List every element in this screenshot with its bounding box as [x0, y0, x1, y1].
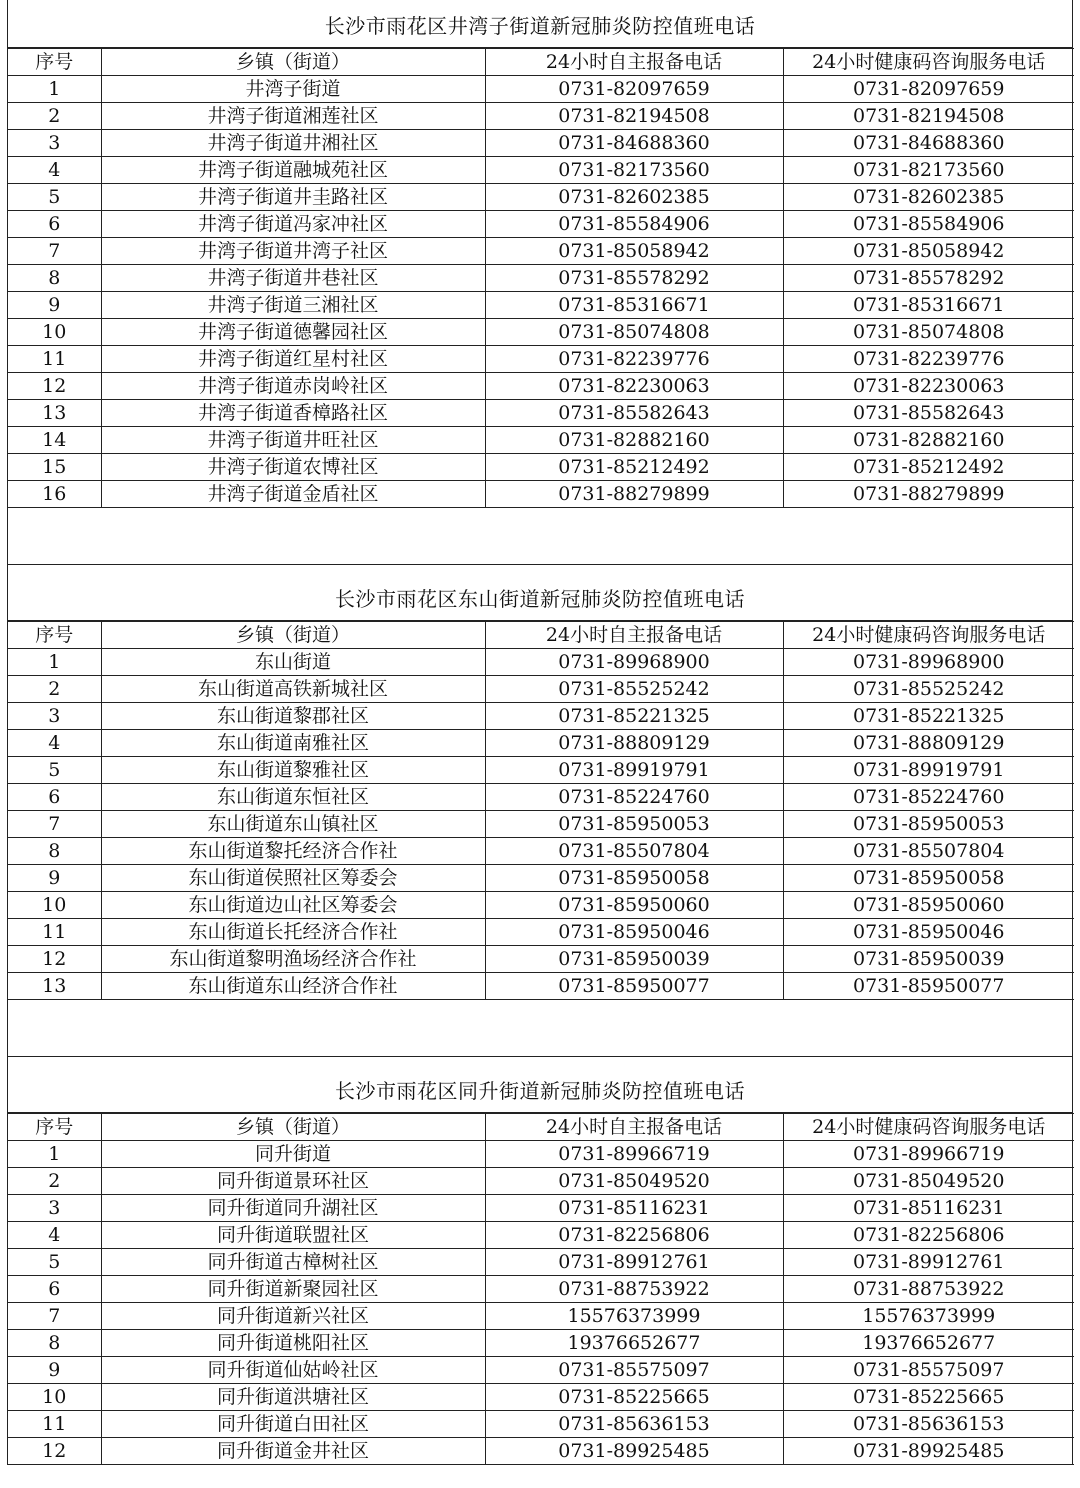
row-report-phone: 0731-89912761 — [485, 1249, 783, 1276]
table-row — [8, 919, 1074, 946]
table-header-row — [8, 49, 1074, 76]
row-health-phone: 0731-82239776 — [783, 346, 1074, 373]
table-row — [8, 973, 1074, 1000]
row-health-phone: 0731-88809129 — [783, 730, 1074, 757]
row-serial-number: 13 — [8, 973, 101, 1000]
row-health-phone: 19376652677 — [783, 1330, 1074, 1357]
row-health-phone: 0731-88279899 — [783, 481, 1074, 508]
row-serial-number: 16 — [8, 481, 101, 508]
row-report-phone: 0731-85525242 — [485, 676, 783, 703]
table-row — [8, 319, 1074, 346]
row-serial-number: 8 — [8, 838, 101, 865]
row-health-phone: 0731-82602385 — [783, 184, 1074, 211]
row-serial-number: 2 — [8, 103, 101, 130]
row-health-phone: 0731-82230063 — [783, 373, 1074, 400]
row-serial-number: 2 — [8, 676, 101, 703]
row-health-phone: 0731-85116231 — [783, 1195, 1074, 1222]
row-serial-number: 12 — [8, 1438, 101, 1465]
row-report-phone: 0731-85950060 — [485, 892, 783, 919]
row-serial-number: 2 — [8, 1168, 101, 1195]
table-row — [8, 184, 1074, 211]
row-serial-number: 7 — [8, 811, 101, 838]
row-health-phone: 0731-85224760 — [783, 784, 1074, 811]
row-health-phone: 0731-85058942 — [783, 238, 1074, 265]
table-row — [8, 892, 1074, 919]
row-health-phone: 0731-82194508 — [783, 103, 1074, 130]
row-health-phone: 0731-85582643 — [783, 400, 1074, 427]
table-row — [8, 103, 1074, 130]
row-serial-number: 7 — [8, 238, 101, 265]
table-row — [8, 784, 1074, 811]
section-title: 长沙市雨花区同升街道新冠肺炎防控值班电话 — [8, 1057, 1072, 1113]
phone-table — [8, 1113, 1074, 1465]
row-street-name: 同升街道新聚园社区 — [101, 1276, 485, 1303]
row-report-phone: 0731-85578292 — [485, 265, 783, 292]
row-serial-number: 11 — [8, 919, 101, 946]
row-serial-number: 3 — [8, 130, 101, 157]
table-row — [8, 427, 1074, 454]
row-report-phone: 0731-85950058 — [485, 865, 783, 892]
row-street-name: 井湾子街道德馨园社区 — [101, 319, 485, 346]
table-row — [8, 346, 1074, 373]
table-row — [8, 292, 1074, 319]
row-serial-number: 8 — [8, 1330, 101, 1357]
row-serial-number: 9 — [8, 1357, 101, 1384]
row-report-phone: 0731-85116231 — [485, 1195, 783, 1222]
table-row — [8, 649, 1074, 676]
row-street-name: 井湾子街道井湘社区 — [101, 130, 485, 157]
row-report-phone: 0731-89919791 — [485, 757, 783, 784]
row-report-phone: 0731-82239776 — [485, 346, 783, 373]
header-street: 乡镇（街道） — [101, 49, 485, 76]
table-row — [8, 730, 1074, 757]
row-serial-number: 5 — [8, 757, 101, 784]
table-row — [8, 1303, 1074, 1330]
row-street-name: 井湾子街道赤岗岭社区 — [101, 373, 485, 400]
row-health-phone: 0731-85950053 — [783, 811, 1074, 838]
row-serial-number: 11 — [8, 346, 101, 373]
directory-section — [7, 0, 1073, 508]
row-street-name: 东山街道高铁新城社区 — [101, 676, 485, 703]
row-report-phone: 0731-89966719 — [485, 1141, 783, 1168]
row-report-phone: 0731-82194508 — [485, 103, 783, 130]
row-report-phone: 0731-85074808 — [485, 319, 783, 346]
row-serial-number: 5 — [8, 1249, 101, 1276]
row-serial-number: 11 — [8, 1411, 101, 1438]
row-street-name: 同升街道联盟社区 — [101, 1222, 485, 1249]
table-row — [8, 1222, 1074, 1249]
row-serial-number: 13 — [8, 400, 101, 427]
row-health-phone: 0731-85316671 — [783, 292, 1074, 319]
row-serial-number: 4 — [8, 1222, 101, 1249]
row-health-phone: 0731-85950046 — [783, 919, 1074, 946]
table-row — [8, 76, 1074, 103]
table-row — [8, 1195, 1074, 1222]
table-row — [8, 865, 1074, 892]
phone-table — [8, 48, 1074, 508]
row-street-name: 井湾子街道红星村社区 — [101, 346, 485, 373]
row-health-phone: 0731-89912761 — [783, 1249, 1074, 1276]
header-street: 乡镇（街道） — [101, 1114, 485, 1141]
row-street-name: 井湾子街道香樟路社区 — [101, 400, 485, 427]
row-health-phone: 0731-84688360 — [783, 130, 1074, 157]
section-title: 长沙市雨花区东山街道新冠肺炎防控值班电话 — [8, 565, 1072, 621]
row-serial-number: 1 — [8, 76, 101, 103]
section-title: 长沙市雨花区井湾子街道新冠肺炎防控值班电话 — [8, 0, 1072, 48]
header-serial-number: 序号 — [8, 49, 101, 76]
row-report-phone: 0731-85584906 — [485, 211, 783, 238]
row-report-phone: 0731-85225665 — [485, 1384, 783, 1411]
row-report-phone: 0731-85507804 — [485, 838, 783, 865]
table-row — [8, 1384, 1074, 1411]
row-health-phone: 0731-85950058 — [783, 865, 1074, 892]
row-report-phone: 0731-85049520 — [485, 1168, 783, 1195]
row-report-phone: 0731-85636153 — [485, 1411, 783, 1438]
row-serial-number: 5 — [8, 184, 101, 211]
table-row — [8, 130, 1074, 157]
header-report-phone: 24小时自主报备电话 — [485, 622, 783, 649]
row-serial-number: 3 — [8, 703, 101, 730]
row-health-phone: 0731-89925485 — [783, 1438, 1074, 1465]
table-row — [8, 1411, 1074, 1438]
table-row — [8, 1330, 1074, 1357]
table-row — [8, 1168, 1074, 1195]
row-street-name: 东山街道南雅社区 — [101, 730, 485, 757]
row-street-name: 东山街道长托经济合作社 — [101, 919, 485, 946]
table-row — [8, 1438, 1074, 1465]
section-gap — [7, 508, 1073, 565]
row-serial-number: 10 — [8, 1384, 101, 1411]
row-health-phone: 0731-85575097 — [783, 1357, 1074, 1384]
row-report-phone: 0731-88809129 — [485, 730, 783, 757]
table-row — [8, 265, 1074, 292]
table-row — [8, 1357, 1074, 1384]
row-street-name: 同升街道同升湖社区 — [101, 1195, 485, 1222]
row-report-phone: 0731-82602385 — [485, 184, 783, 211]
row-health-phone: 0731-85049520 — [783, 1168, 1074, 1195]
row-street-name: 井湾子街道井湾子社区 — [101, 238, 485, 265]
row-street-name: 井湾子街道井圭路社区 — [101, 184, 485, 211]
row-health-phone: 0731-89968900 — [783, 649, 1074, 676]
row-health-phone: 0731-82173560 — [783, 157, 1074, 184]
row-health-phone: 0731-82882160 — [783, 427, 1074, 454]
row-serial-number: 6 — [8, 1276, 101, 1303]
directory-section — [7, 565, 1073, 1000]
table-row — [8, 676, 1074, 703]
row-street-name: 井湾子街道井巷社区 — [101, 265, 485, 292]
row-street-name: 井湾子街道湘莲社区 — [101, 103, 485, 130]
row-health-phone: 0731-85074808 — [783, 319, 1074, 346]
row-health-phone: 0731-85578292 — [783, 265, 1074, 292]
row-street-name: 同升街道桃阳社区 — [101, 1330, 485, 1357]
row-street-name: 东山街道 — [101, 649, 485, 676]
row-report-phone: 0731-82882160 — [485, 427, 783, 454]
row-serial-number: 3 — [8, 1195, 101, 1222]
row-street-name: 东山街道黎托经济合作社 — [101, 838, 485, 865]
row-street-name: 同升街道洪塘社区 — [101, 1384, 485, 1411]
row-street-name: 东山街道黎雅社区 — [101, 757, 485, 784]
row-health-phone: 0731-85212492 — [783, 454, 1074, 481]
row-report-phone: 0731-85212492 — [485, 454, 783, 481]
header-serial-number: 序号 — [8, 622, 101, 649]
row-street-name: 东山街道黎郡社区 — [101, 703, 485, 730]
row-street-name: 井湾子街道 — [101, 76, 485, 103]
row-street-name: 同升街道 — [101, 1141, 485, 1168]
row-serial-number: 4 — [8, 730, 101, 757]
row-report-phone: 0731-82097659 — [485, 76, 783, 103]
row-serial-number: 9 — [8, 865, 101, 892]
row-street-name: 东山街道东山经济合作社 — [101, 973, 485, 1000]
table-row — [8, 481, 1074, 508]
row-street-name: 东山街道边山社区筹委会 — [101, 892, 485, 919]
row-serial-number: 15 — [8, 454, 101, 481]
row-serial-number: 6 — [8, 211, 101, 238]
row-serial-number: 6 — [8, 784, 101, 811]
row-health-phone: 0731-85636153 — [783, 1411, 1074, 1438]
row-report-phone: 0731-88279899 — [485, 481, 783, 508]
header-report-phone: 24小时自主报备电话 — [485, 1114, 783, 1141]
table-row — [8, 757, 1074, 784]
table-row — [8, 400, 1074, 427]
row-report-phone: 0731-85316671 — [485, 292, 783, 319]
table-row — [8, 1141, 1074, 1168]
row-street-name: 井湾子街道融城苑社区 — [101, 157, 485, 184]
row-report-phone: 0731-82173560 — [485, 157, 783, 184]
row-report-phone: 0731-89925485 — [485, 1438, 783, 1465]
row-report-phone: 0731-82256806 — [485, 1222, 783, 1249]
table-row — [8, 811, 1074, 838]
table-row — [8, 1249, 1074, 1276]
row-serial-number: 10 — [8, 319, 101, 346]
row-street-name: 井湾子街道三湘社区 — [101, 292, 485, 319]
row-serial-number: 8 — [8, 265, 101, 292]
row-serial-number: 12 — [8, 946, 101, 973]
table-header-row — [8, 1114, 1074, 1141]
table-row — [8, 454, 1074, 481]
table-row — [8, 238, 1074, 265]
row-health-phone: 0731-85950060 — [783, 892, 1074, 919]
row-street-name: 井湾子街道金盾社区 — [101, 481, 485, 508]
row-health-phone: 0731-88753922 — [783, 1276, 1074, 1303]
header-health-phone: 24小时健康码咨询服务电话 — [783, 622, 1074, 649]
row-report-phone: 0731-82230063 — [485, 373, 783, 400]
row-street-name: 东山街道黎明渔场经济合作社 — [101, 946, 485, 973]
row-serial-number: 9 — [8, 292, 101, 319]
row-serial-number: 1 — [8, 1141, 101, 1168]
directory-section — [7, 1057, 1073, 1465]
row-report-phone: 15576373999 — [485, 1303, 783, 1330]
row-report-phone: 0731-89968900 — [485, 649, 783, 676]
row-street-name: 东山街道侯照社区筹委会 — [101, 865, 485, 892]
row-health-phone: 0731-89966719 — [783, 1141, 1074, 1168]
row-health-phone: 0731-82256806 — [783, 1222, 1074, 1249]
table-row — [8, 838, 1074, 865]
row-report-phone: 0731-85582643 — [485, 400, 783, 427]
row-street-name: 井湾子街道冯家冲社区 — [101, 211, 485, 238]
row-street-name: 东山街道东山镇社区 — [101, 811, 485, 838]
row-report-phone: 0731-85950039 — [485, 946, 783, 973]
row-street-name: 井湾子街道农博社区 — [101, 454, 485, 481]
row-serial-number: 10 — [8, 892, 101, 919]
row-health-phone: 0731-85225665 — [783, 1384, 1074, 1411]
row-street-name: 同升街道景环社区 — [101, 1168, 485, 1195]
row-street-name: 东山街道东恒社区 — [101, 784, 485, 811]
table-row — [8, 373, 1074, 400]
header-health-phone: 24小时健康码咨询服务电话 — [783, 1114, 1074, 1141]
header-report-phone: 24小时自主报备电话 — [485, 49, 783, 76]
phone-directory-sheet — [7, 0, 1073, 1465]
row-health-phone: 0731-82097659 — [783, 76, 1074, 103]
row-report-phone: 0731-85221325 — [485, 703, 783, 730]
row-health-phone: 0731-85525242 — [783, 676, 1074, 703]
row-report-phone: 0731-85950046 — [485, 919, 783, 946]
table-row — [8, 703, 1074, 730]
row-report-phone: 0731-85224760 — [485, 784, 783, 811]
table-row — [8, 157, 1074, 184]
row-street-name: 同升街道仙姑岭社区 — [101, 1357, 485, 1384]
row-health-phone: 0731-85221325 — [783, 703, 1074, 730]
row-health-phone: 0731-85584906 — [783, 211, 1074, 238]
row-report-phone: 0731-85950077 — [485, 973, 783, 1000]
row-serial-number: 4 — [8, 157, 101, 184]
row-report-phone: 0731-84688360 — [485, 130, 783, 157]
row-serial-number: 1 — [8, 649, 101, 676]
section-gap — [7, 1000, 1073, 1057]
row-report-phone: 0731-85058942 — [485, 238, 783, 265]
row-health-phone: 0731-85507804 — [783, 838, 1074, 865]
header-serial-number: 序号 — [8, 1114, 101, 1141]
row-report-phone: 0731-85950053 — [485, 811, 783, 838]
table-row — [8, 1276, 1074, 1303]
row-street-name: 井湾子街道井旺社区 — [101, 427, 485, 454]
row-street-name: 同升街道新兴社区 — [101, 1303, 485, 1330]
row-street-name: 同升街道金井社区 — [101, 1438, 485, 1465]
row-report-phone: 0731-85575097 — [485, 1357, 783, 1384]
row-health-phone: 0731-89919791 — [783, 757, 1074, 784]
row-health-phone: 0731-85950039 — [783, 946, 1074, 973]
row-serial-number: 7 — [8, 1303, 101, 1330]
row-health-phone: 0731-85950077 — [783, 973, 1074, 1000]
phone-table — [8, 621, 1074, 1000]
table-row — [8, 946, 1074, 973]
header-street: 乡镇（街道） — [101, 622, 485, 649]
row-street-name: 同升街道白田社区 — [101, 1411, 485, 1438]
table-header-row — [8, 622, 1074, 649]
row-street-name: 同升街道古樟树社区 — [101, 1249, 485, 1276]
header-health-phone: 24小时健康码咨询服务电话 — [783, 49, 1074, 76]
row-health-phone: 15576373999 — [783, 1303, 1074, 1330]
table-row — [8, 211, 1074, 238]
row-serial-number: 14 — [8, 427, 101, 454]
row-report-phone: 0731-88753922 — [485, 1276, 783, 1303]
row-serial-number: 12 — [8, 373, 101, 400]
row-report-phone: 19376652677 — [485, 1330, 783, 1357]
